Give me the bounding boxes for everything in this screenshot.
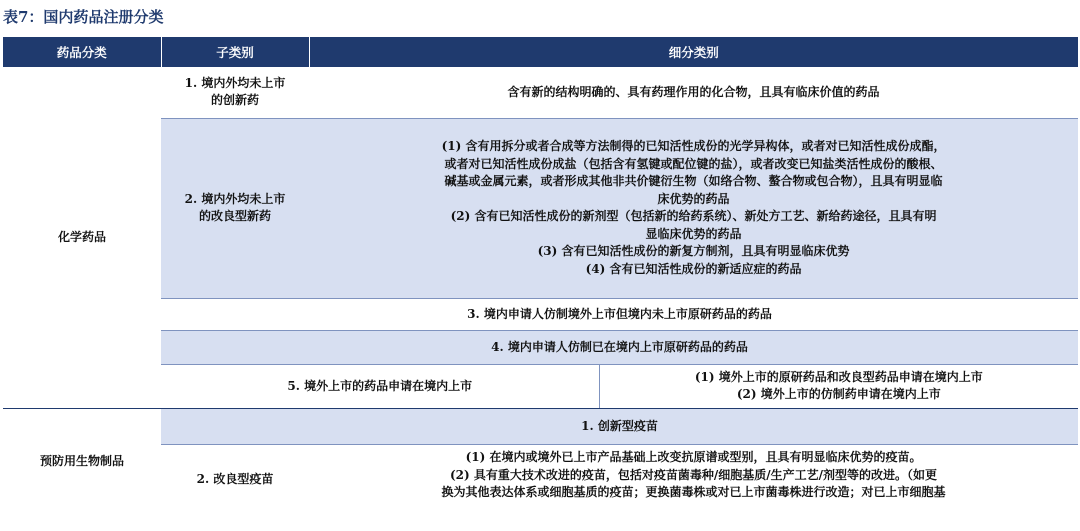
subcategory-improved-new-drug: 2. 境内外均未上市 的改良型新药 xyxy=(161,118,309,298)
table-row xyxy=(3,67,1078,118)
subcategory-generic-domestic-original: 4. 境内申请人仿制已在境内上市原研药品的药品 xyxy=(161,330,1078,364)
header-subcategory: 子类别 xyxy=(161,37,309,67)
table-header-row xyxy=(3,37,1078,67)
table-row xyxy=(3,364,1078,408)
subcategory-innovative-vaccine: 1. 创新型疫苗 xyxy=(161,409,1078,445)
table-row xyxy=(3,409,1078,445)
detail-innovative-drug: 含有新的结构明确的、具有药理作用的化合物，且具有临床价值的药品 xyxy=(309,67,1078,118)
subcategory-generic-foreign-original: 3. 境内申请人仿制境外上市但境内未上市原研药品的药品 xyxy=(161,298,1078,330)
table-row xyxy=(3,330,1078,364)
subcategory-foreign-listed-drug: 5. 境外上市的药品申请在境内上市 xyxy=(287,378,473,393)
detail-improved-vaccine: (1) 在境内或境外已上市产品基础上改变抗原谱或型别，且具有明显临床优势的疫苗。 (2) 具有重大技术改进的疫苗，包括对疫苗菌毒种/细胞基质/生产工艺/剂型等的改进。（如更 换为其他表达体系或细胞基质的疫苗；更换菌毒株或对已上市菌毒株进行改造；对已上市细胞基 xyxy=(441,450,946,499)
header-detail-category: 细分类别 xyxy=(309,37,1078,67)
table-row xyxy=(3,445,1078,515)
category-chemical-drugs: 化学药品 xyxy=(57,230,106,244)
category-preventive-biologics: 预防用生物制品 xyxy=(3,409,161,515)
detail-foreign-listed-drug: (1) 境外上市的原研药品和改良型药品申请在境内上市 (2) 境外上市的仿制药申请在境内上市 xyxy=(599,364,1078,408)
subcategory-innovative-drug: 1. 境内外均未上市 的创新药 xyxy=(161,67,309,118)
table-row xyxy=(3,298,1078,330)
subcategory-improved-vaccine: 2. 改良型疫苗 xyxy=(196,472,274,486)
detail-improved-new-drug: (1) 含有用拆分或者合成等方法制得的已知活性成份的光学异构体，或者对已知活性成份成酯， 或者对已知活性成份成盐（包括含有氢键或配位键的盐），或者改变已知盐类活性成份的酸根、 碱基或金属元素，或者形成其他非共价键衍生物（如络合物、螯合物或包合物），且具有明显临 床优势的药品 (2) 含有已知活性成份的新剂型（包括新的给药系统）、新处方工艺、新给药途径，且具有明 显临床优势的药品 (3) 含有已知活性成份的新复方制剂，且具有明显临床优势 (4) 含有已知活性成份的新适应症的药品 xyxy=(309,118,1078,298)
table-title: 表7：国内药品注册分类 xyxy=(3,8,164,26)
drug-registration-table xyxy=(3,37,1078,515)
table-row xyxy=(3,118,1078,298)
header-drug-category: 药品分类 xyxy=(3,37,161,67)
